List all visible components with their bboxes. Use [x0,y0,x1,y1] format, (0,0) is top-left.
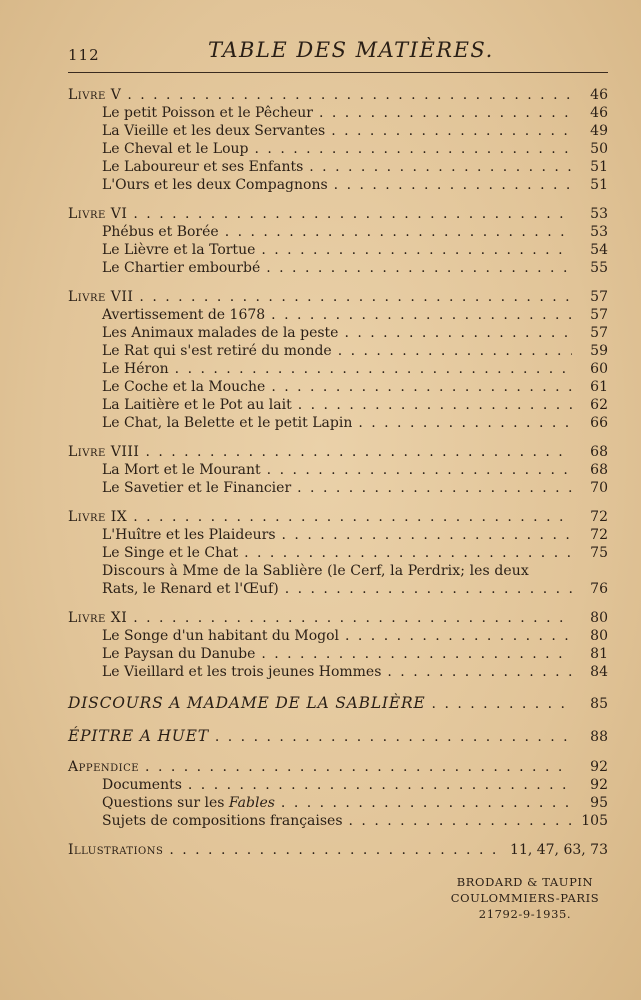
toc-entry-label: Avertissement de 1678 [102,307,266,323]
toc-group-livre-vii [68,288,608,432]
toc-page-number: 62 [590,397,608,413]
toc-page-number: 66 [590,415,608,431]
toc-entry-label: L'Ours et les deux Compagnons [102,177,328,193]
toc-entry-label: Le petit Poisson et le Pêcheur [102,105,313,121]
dot-leader [298,396,572,414]
toc-entry [68,580,608,598]
toc-book-heading [68,758,608,776]
dot-leader [334,176,572,194]
toc-entry [68,104,608,122]
toc-page-number: 55 [590,260,608,276]
toc-entry-label: Le Laboureur et ses Enfants [102,159,304,175]
toc-entry-label: La Mort et le Mourant [102,462,261,478]
toc-entry [68,479,608,497]
toc-group-livre-viii [68,443,608,497]
toc-page-number: 68 [590,462,608,478]
toc-entry-label: Le Lièvre et la Tortue [102,242,256,258]
toc-book-title: Livre XI [68,610,128,626]
toc-page-number: 80 [590,610,608,626]
toc-entry-label-italic: Fables [228,795,275,811]
toc-entry-label [102,794,275,812]
dot-leader [215,726,572,748]
toc-entry-label: Le Savetier et le Financier [102,480,292,496]
toc-page-number: 92 [590,777,608,793]
dot-leader [271,378,572,396]
toc-book-heading [68,841,608,859]
imprint-line: 21792-9-1935. [478,907,572,921]
dot-leader [349,812,572,830]
dot-leader [133,205,572,223]
toc-entry-label: Le Singe et le Chat [102,545,239,561]
page-title: TABLE DES MATIÈRES. [208,38,494,62]
toc-group-livre-v [68,86,608,194]
toc-entry-label: L'Huître et les Plaideurs [102,527,276,543]
page-header [68,36,608,73]
toc-entry [68,324,608,342]
toc-entry-label: La Laitière et le Pot au lait [102,397,292,413]
toc-page-number: 59 [590,343,608,359]
toc-section-heading [68,725,608,747]
toc-page-number: 53 [590,206,608,222]
dot-leader [145,758,572,776]
toc-group-livre-vi [68,205,608,277]
toc-page-number: 54 [590,242,608,258]
toc-page-number: 57 [590,289,608,305]
toc-entry-label: Sujets de compositions françaises [102,813,343,829]
dot-leader [331,122,572,140]
toc-entry [68,663,608,681]
dot-leader [169,841,504,859]
toc-page-number: 84 [590,664,608,680]
toc-entry [68,627,608,645]
imprint-line: COULOMMIERS-PARIS [450,891,600,905]
toc-book-heading [68,205,608,223]
toc-entry-label: Le Chat, la Belette et le petit Lapin [102,415,353,431]
toc-book-title: Livre IX [68,509,128,525]
toc-book-title: Livre V [68,87,122,103]
toc-entry [68,158,608,176]
toc-entry [68,140,608,158]
toc-entry [68,396,608,414]
toc-book-heading [68,288,608,306]
dot-leader [281,794,572,812]
dot-leader [344,324,572,342]
toc-entry-label: Discours à Mme de la Sablière (le Cerf, la Perdrix; les deux [102,563,529,579]
toc-book-title: Livre VIII [68,444,140,460]
toc-group-livre-xi [68,609,608,681]
printer-imprint [440,874,610,922]
dot-leader [133,508,572,526]
dot-leader [345,627,572,645]
toc-entry-label: Documents [102,777,182,793]
dot-leader [282,526,572,544]
toc-entry [68,544,608,562]
toc-entry [68,360,608,378]
toc-book-heading [68,609,608,627]
toc-page-number: 105 [581,813,608,829]
toc-entry [68,645,608,663]
toc-page-number: 49 [590,123,608,139]
toc-entry [68,259,608,277]
toc-entry [68,122,608,140]
toc-book-title: Livre VII [68,289,134,305]
toc-entry [68,176,608,194]
toc-section-title: ÉPITRE A HUET [68,727,209,745]
toc-page-number: 72 [590,509,608,525]
toc-entry-label: Les Animaux malades de la peste [102,325,339,341]
toc-entry-label-prefix: Questions sur les [102,795,229,811]
toc-page-number: 60 [590,361,608,377]
toc-book-title: Illustrations [68,842,164,858]
toc-entry [68,812,608,830]
toc-page-number: 50 [590,141,608,157]
toc-book-heading [68,86,608,104]
table-of-contents [68,86,608,870]
toc-entry [68,526,608,544]
dot-leader [271,306,572,324]
toc-entry [68,223,608,241]
toc-group-epitre [68,725,608,747]
dot-leader [266,259,572,277]
dot-leader [255,140,572,158]
toc-group-livre-ix [68,508,608,598]
toc-entry [68,776,608,794]
toc-entry [68,378,608,396]
dot-leader [139,288,572,306]
dot-leader [244,544,572,562]
toc-page-number: 95 [590,795,608,811]
toc-page-number: 70 [590,480,608,496]
toc-entry [68,342,608,360]
dot-leader [319,104,572,122]
toc-page-number: 92 [590,759,608,775]
toc-page-number: 51 [590,159,608,175]
dot-leader [261,645,572,663]
dot-leader [432,693,572,715]
dot-leader [261,241,572,259]
toc-book-heading [68,508,608,526]
dot-leader [285,580,572,598]
toc-entry [68,306,608,324]
toc-page-number: 85 [590,696,608,712]
dot-leader [358,414,572,432]
toc-page-number: 53 [590,224,608,240]
toc-entry-label: Rats, le Renard et l'Œuf) [102,581,279,597]
toc-page-number: 68 [590,444,608,460]
toc-page-number: 11, 47, 63, 73 [510,842,608,858]
dot-leader [387,663,572,681]
toc-page-number: 61 [590,379,608,395]
toc-entry-label: Le Vieillard et les trois jeunes Hommes [102,664,382,680]
toc-page-number: 57 [590,325,608,341]
toc-entry [68,461,608,479]
dot-leader [145,443,572,461]
dot-leader [267,461,572,479]
toc-group-discours [68,692,608,714]
dot-leader [175,360,572,378]
toc-page-number: 51 [590,177,608,193]
toc-group-illustrations [68,841,608,859]
toc-entry [68,794,608,812]
toc-page-number: 46 [590,87,608,103]
dot-leader [188,776,572,794]
page-number: 112 [68,46,100,64]
dot-leader [133,609,572,627]
dot-leader [127,86,572,104]
toc-entry-label: Le Songe d'un habitant du Mogol [102,628,339,644]
toc-page-number: 72 [590,527,608,543]
dot-leader [309,158,572,176]
imprint-line: BRODARD & TAUPIN [456,875,594,889]
dot-leader [338,342,572,360]
toc-entry-label: Le Chartier embourbé [102,260,261,276]
toc-section-title: DISCOURS A MADAME DE LA SABLIÈRE [68,694,426,712]
toc-section-heading [68,692,608,714]
dot-leader [225,223,572,241]
toc-page-number: 57 [590,307,608,323]
toc-group-appendice [68,758,608,830]
toc-entry [68,241,608,259]
toc-page-number: 88 [590,729,608,745]
toc-page-number: 46 [590,105,608,121]
toc-entry-label: Le Rat qui s'est retiré du monde [102,343,332,359]
toc-book-title: Livre VI [68,206,128,222]
toc-book-heading [68,443,608,461]
toc-page-number: 81 [590,646,608,662]
toc-page-number: 75 [590,545,608,561]
toc-book-title: Appendice [68,759,140,775]
dot-leader [297,479,572,497]
toc-entry-label: Le Coche et la Mouche [102,379,266,395]
toc-page-number: 80 [590,628,608,644]
toc-entry [68,414,608,432]
toc-entry-label: Le Héron [102,361,169,377]
toc-entry-label: La Vieille et les deux Servantes [102,123,326,139]
toc-entry-label: Le Cheval et le Loup [102,141,249,157]
toc-page-number: 76 [590,581,608,597]
toc-entry-label: Phébus et Borée [102,224,219,240]
toc-entry-label: Le Paysan du Danube [102,646,256,662]
